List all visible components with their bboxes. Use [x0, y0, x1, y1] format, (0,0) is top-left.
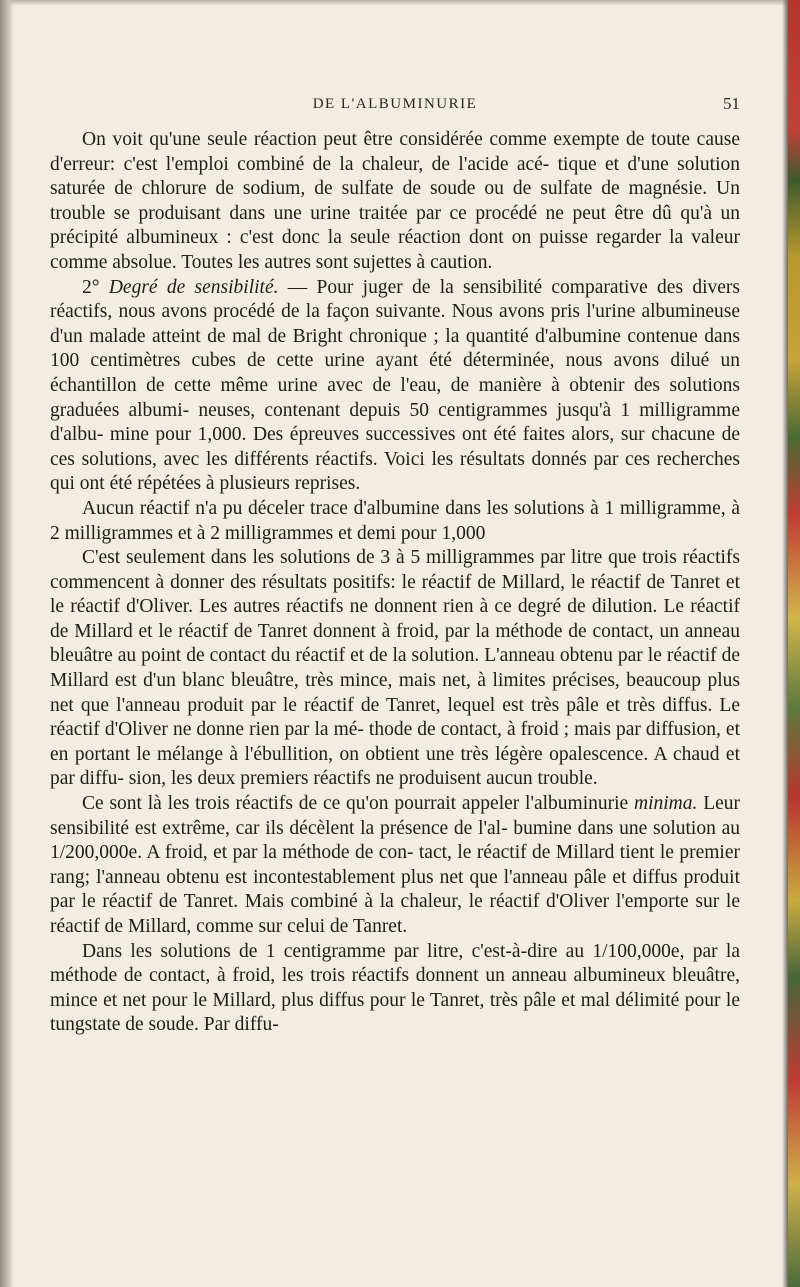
running-head-title: DE L'ALBUMINURIE: [312, 96, 478, 112]
paragraph-3: [50, 497, 740, 546]
paragraph-6: [50, 940, 740, 1038]
body-text: [50, 128, 740, 1038]
color-calibration-strip: [788, 0, 800, 1287]
section-heading: Degré de sensibilité.: [108, 276, 279, 298]
paragraph-3-text: Aucun réactif n'a pu déceler trace d'albumine dans les solutions à 1 milligramme, à 2 milligrammes et à 2 milligrammes et demi pour 1,000: [50, 497, 740, 544]
page-number: 51: [723, 94, 740, 113]
page-gutter-shadow: [0, 0, 14, 1287]
paragraph-4: [50, 546, 740, 792]
section-number: 2°: [82, 276, 109, 298]
paragraph-4-text: C'est seulement dans les solutions de 3 à 5 milligrammes par litre que trois réactifs commencent à donner des résultats positifs: le réactif de Millard, le réactif de Tanret et le réactif d'Oliver. Les autres réactifs ne donnent rien à ce degré de dilution. Le réactif de Millard et le réactif de Tanret donnent à froid, par la méthode de contact, un anneau bleuâtre au point de contact du réactif et de la solution. L'anneau obtenu par le réactif de Millard est d'un blanc bleuâtre, très mince, mais net, à limites précises, beaucoup plus net que l'anneau produit par le réactif de Tanret, lequel est très pâle et très diffus. Le réactif d'Oliver ne donne rien par la mé- thode de contact, à froid ; mais par diffusion, et en portant le mélange à l'ébullition, on obtient une très légère opalescence. A chaud et par diffu- sion, les deux premiers réactifs ne produisent aucun trouble.: [50, 547, 740, 790]
paragraph-2: [50, 276, 740, 497]
paragraph-6-text: Dans les solutions de 1 centigramme par litre, c'est-à-dire au 1/100,000e, par la méthode de contact, à froid, les trois réactifs donnent un anneau albumineux bleuâtre, mince et net pour le Millard, plus diffus pour le Tanret, très pâle et mal délimité pour le tungstate de soude. Par diffu-: [50, 940, 740, 1036]
paragraph-1-text: On voit qu'une seule réaction peut être considérée comme exempte de toute cause d'erreur: c'est l'emploi combiné de la chaleur, de l'acide acé- tique et d'une solution saturée de chlorure de sodium, de sulfate de soude ou de sulfate de magnésie. Un trouble se produisant dans une urine traitée par ce procédé ne peut être dû qu'à un précipité albumineux : c'est donc la seule réaction dont on puisse regarder la valeur comme absolue. Toutes les autres sont sujettes à caution.: [50, 129, 740, 273]
emphasis-minima: minima.: [634, 793, 698, 815]
page-top-edge: [0, 0, 800, 6]
paragraph-5-text-before: Ce sont là les trois réactifs de ce qu'on pourrait appeler l'albuminurie: [82, 793, 635, 815]
paragraph-2-text: — Pour juger de la sensibilité comparative des divers réactifs, nous avons procédé de la façon suivante. Nous avons pris l'urine albumineuse d'un malade atteint de mal de Bright chronique ; la quantité d'albumine contenue dans 100 centimètres cubes de cette urine ayant été déterminée, nous avons dilué un échantillon de cette même urine avec de l'eau, de manière à obtenir des solutions graduées albumi- neuses, contenant depuis 50 centigrammes jusqu'à 1 milligramme d'albu- mine pour 1,000. Des épreuves successives ont été faites alors, sur chacune de ces solutions, avec les différents réactifs. Voici les résultats donnés par ces recherches qui ont été répétées à plusieurs reprises.: [50, 276, 740, 495]
paragraph-1: [50, 128, 740, 276]
paragraph-5-text: Leur sensibilité est extrême, car ils décèlent la présence de l'al- bumine dans une solution au 1/200,000e. A froid, et par la méthode de con- tact, le réactif de Millard tient le premier rang; l'anneau obtenu est incontestablement plus net que l'anneau pâle et diffus produit par le réactif de Tanret. Mais combiné à la chaleur, le réactif d'Oliver l'emporte sur le réactif de Millard, comme sur celui de Tanret.: [50, 793, 740, 937]
paragraph-5: [50, 792, 740, 940]
running-head: [50, 96, 740, 118]
